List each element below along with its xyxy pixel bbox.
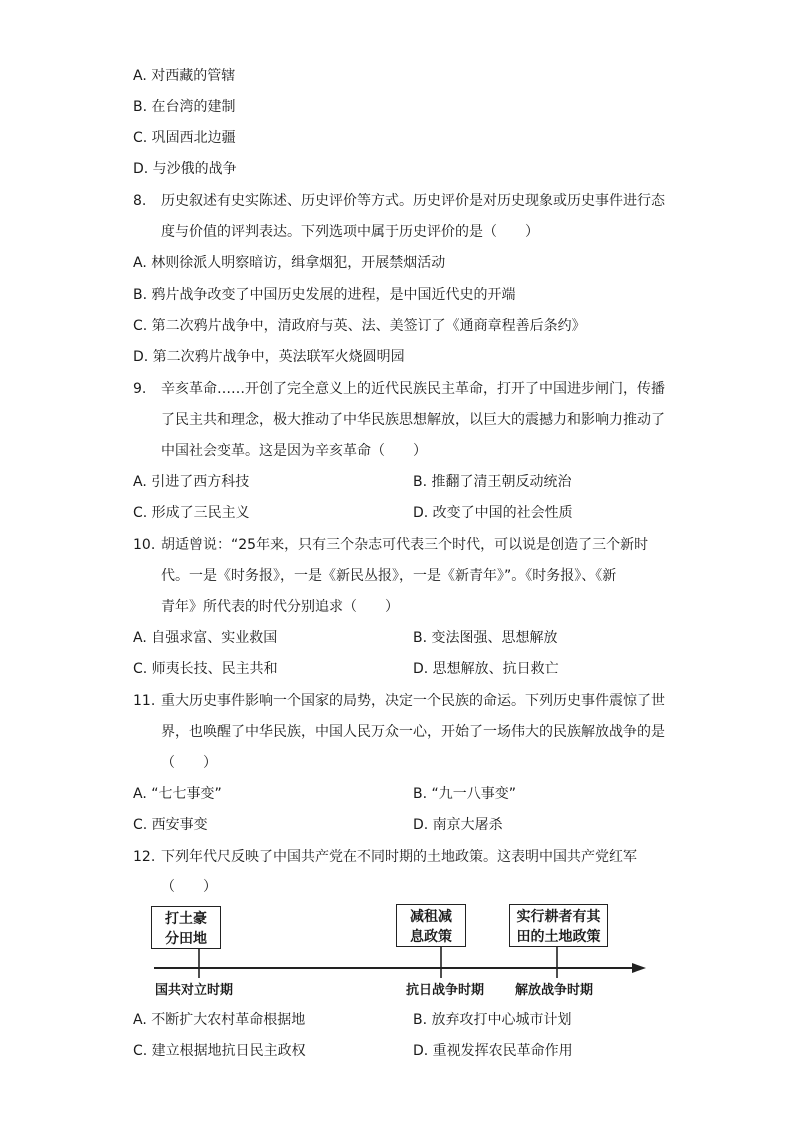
q8-option-d: D. 第二次鸦片战争中，英法联军火烧圆明园 <box>133 349 405 365</box>
timeline-box-3-line2: 田的土地政策 <box>516 929 601 945</box>
q12-stem-line2: （ ） <box>161 879 217 895</box>
q12-option-b: B. 放弃攻打中心城市计划 <box>413 1012 572 1028</box>
q10-stem-line1: 胡适曾说：“25年来，只有三个杂志可代表三个时代，可以说是创造了三个新时 <box>161 537 649 553</box>
q9-option-d: D. 改变了中国的社会性质 <box>413 505 573 521</box>
q12-option-c: C. 建立根据地抗日民主政权 <box>133 1043 306 1059</box>
q10-option-a: A. 自强求富、实业救国 <box>133 630 278 646</box>
timeline-label-2: 抗日战争时期 <box>406 983 485 998</box>
q8-option-b: B. 鸦片战争改变了中国历史发展的进程，是中国近代史的开端 <box>133 287 516 303</box>
timeline-box-1-line1: 打土豪 <box>165 911 207 927</box>
q10-option-d: D. 思想解放、抗日救亡 <box>413 661 559 677</box>
q11-option-b: B. “九一八事变” <box>413 786 517 802</box>
q9-stem-line3: 中国社会变革。这是因为辛亥革命（ ） <box>161 443 427 459</box>
q8-option-a: A. 林则徐派人明察暗访，缉拿烟犯，开展禁烟活动 <box>133 255 446 271</box>
q7-option-a: A. 对西藏的管辖 <box>133 68 236 84</box>
q7-option-b: B. 在台湾的建制 <box>133 99 236 115</box>
q11-number: 11. <box>133 693 156 709</box>
q12-option-d: D. 重视发挥农民革命作用 <box>413 1043 573 1059</box>
q11-stem-line1: 重大历史事件影响一个国家的局势，决定一个民族的命运。下列历史事件震惊了世 <box>161 693 665 709</box>
q8-number: 8. <box>133 193 147 209</box>
q9-stem-line2: 了民主共和理念，极大推动了中华民族思想解放，以巨大的震撼力和影响力推动了 <box>161 412 665 428</box>
q11-option-c: C. 西安事变 <box>133 817 208 833</box>
q10-option-c: C. 师夷长技、民主共和 <box>133 661 278 677</box>
timeline-box-3-line1: 实行耕者有其 <box>516 909 601 925</box>
q12-stem-line1: 下列年代尺反映了中国共产党在不同时期的土地政策。这表明中国共产党红军 <box>161 849 637 865</box>
timeline-box-2-line2: 息政策 <box>410 929 452 945</box>
q7-option-d: D. 与沙俄的战争 <box>133 161 237 177</box>
q10-option-b: B. 变法图强、思想解放 <box>413 630 558 646</box>
q9-number: 9. <box>133 381 147 397</box>
q10-number: 10. <box>133 537 156 553</box>
q9-option-a: A. 引进了西方科技 <box>133 474 250 490</box>
q8-stem-line1: 历史叙述有史实陈述、历史评价等方式。历史评价是对历史现象或历史事件进行态 <box>161 193 665 209</box>
q12-number: 12. <box>133 849 156 865</box>
q9-option-b: B. 推翻了清王朝反动统治 <box>413 474 572 490</box>
q10-stem-line2: 代。一是《时务报》，一是《新民丛报》，一是《新青年》”。《时务报》、《新 <box>161 568 617 584</box>
q7-option-c: C. 巩固西北边疆 <box>133 130 236 146</box>
q12-option-a: A. 不断扩大农村革命根据地 <box>133 1012 306 1028</box>
q11-option-a: A. “七七事变” <box>133 786 222 802</box>
q8-stem-line2: 度与价值的评判表达。下列选项中属于历史评价的是（ ） <box>161 224 539 240</box>
timeline-arrow-icon <box>632 963 646 973</box>
q8-option-c: C. 第二次鸦片战争中，清政府与英、法、美签订了《通商章程善后条约》 <box>133 318 586 334</box>
timeline-box-2-line1: 减租减 <box>410 909 452 925</box>
q9-option-c: C. 形成了三民主义 <box>133 505 250 521</box>
timeline-box-1-line2: 分田地 <box>165 931 207 947</box>
q11-stem-line3: （ ） <box>161 755 217 771</box>
timeline-label-3: 解放战争时期 <box>515 983 594 998</box>
timeline-label-1: 国共对立时期 <box>155 983 234 998</box>
q11-stem-line2: 界，也唤醒了中华民族，中国人民万众一心，开始了一场伟大的民族解放战争的是 <box>161 724 665 740</box>
q10-stem-line3: 青年》所代表的时代分别追求（ ） <box>161 599 399 615</box>
q9-stem-line1: 辛亥革命……开创了完全意义上的近代民族民主革命，打开了中国进步闸门，传播 <box>161 381 665 397</box>
q11-option-d: D. 南京大屠杀 <box>413 817 503 833</box>
